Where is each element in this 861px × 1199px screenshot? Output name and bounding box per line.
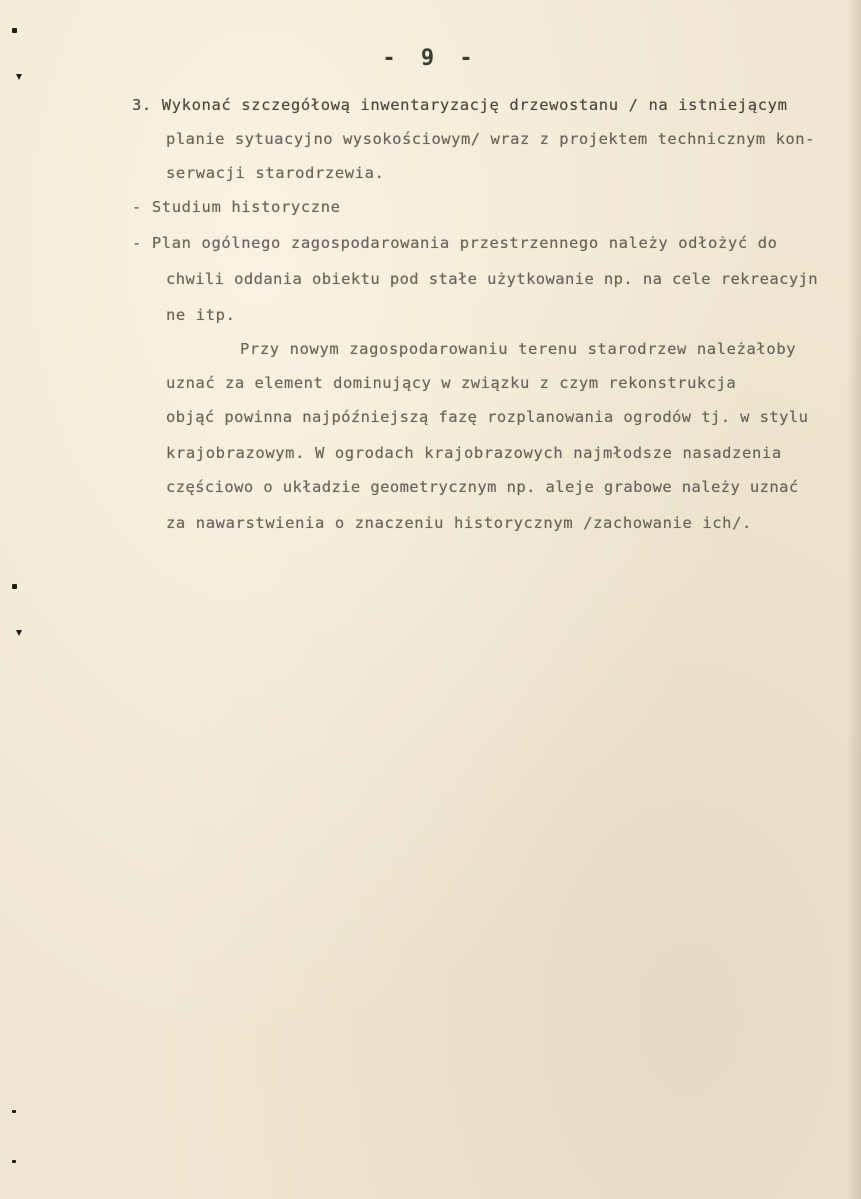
list-item: - Studium historyczne (132, 198, 341, 216)
text-line: częściowo o układzie geometrycznym np. aleje grabowe należy uznać (166, 478, 799, 496)
text-line: 3. Wykonać szczegółową inwentaryzację drzewostanu / na istniejącym (132, 96, 788, 114)
text-line: uznać za element dominujący w związku z czym rekonstrukcja (166, 374, 737, 392)
text-line: chwili oddania obiektu pod stałe użytkowanie np. na cele rekreacyjn (166, 270, 819, 288)
text-line: objąć powinna najpóźniejszą fazę rozplanowania ogrodów tj. w stylu (166, 408, 809, 426)
text-line: serwacji starodrzewia. (166, 164, 385, 182)
margin-mark (16, 74, 22, 80)
margin-mark (12, 1110, 16, 1113)
margin-mark (12, 584, 17, 589)
text-line: Przy nowym zagospodarowaniu terenu starodrzew należałoby (240, 340, 797, 358)
list-item: - Plan ogólnego zagospodarowania przestrzennego należy odłożyć do (132, 234, 778, 252)
margin-mark (12, 28, 17, 33)
page-number: - 9 - (382, 46, 479, 71)
margin-mark (12, 1160, 16, 1163)
page-edge-shadow (847, 0, 861, 1199)
text-line: za nawarstwienia o znaczeniu historycznym /zachowanie ich/. (166, 514, 752, 532)
text-line: ne itp. (166, 306, 236, 324)
text-line: planie sytuacyjno wysokościowym/ wraz z projektem technicznym kon- (166, 130, 815, 148)
text-line: krajobrazowym. W ogrodach krajobrazowych najmłodsze nasadzenia (166, 444, 782, 462)
margin-mark (16, 630, 22, 636)
